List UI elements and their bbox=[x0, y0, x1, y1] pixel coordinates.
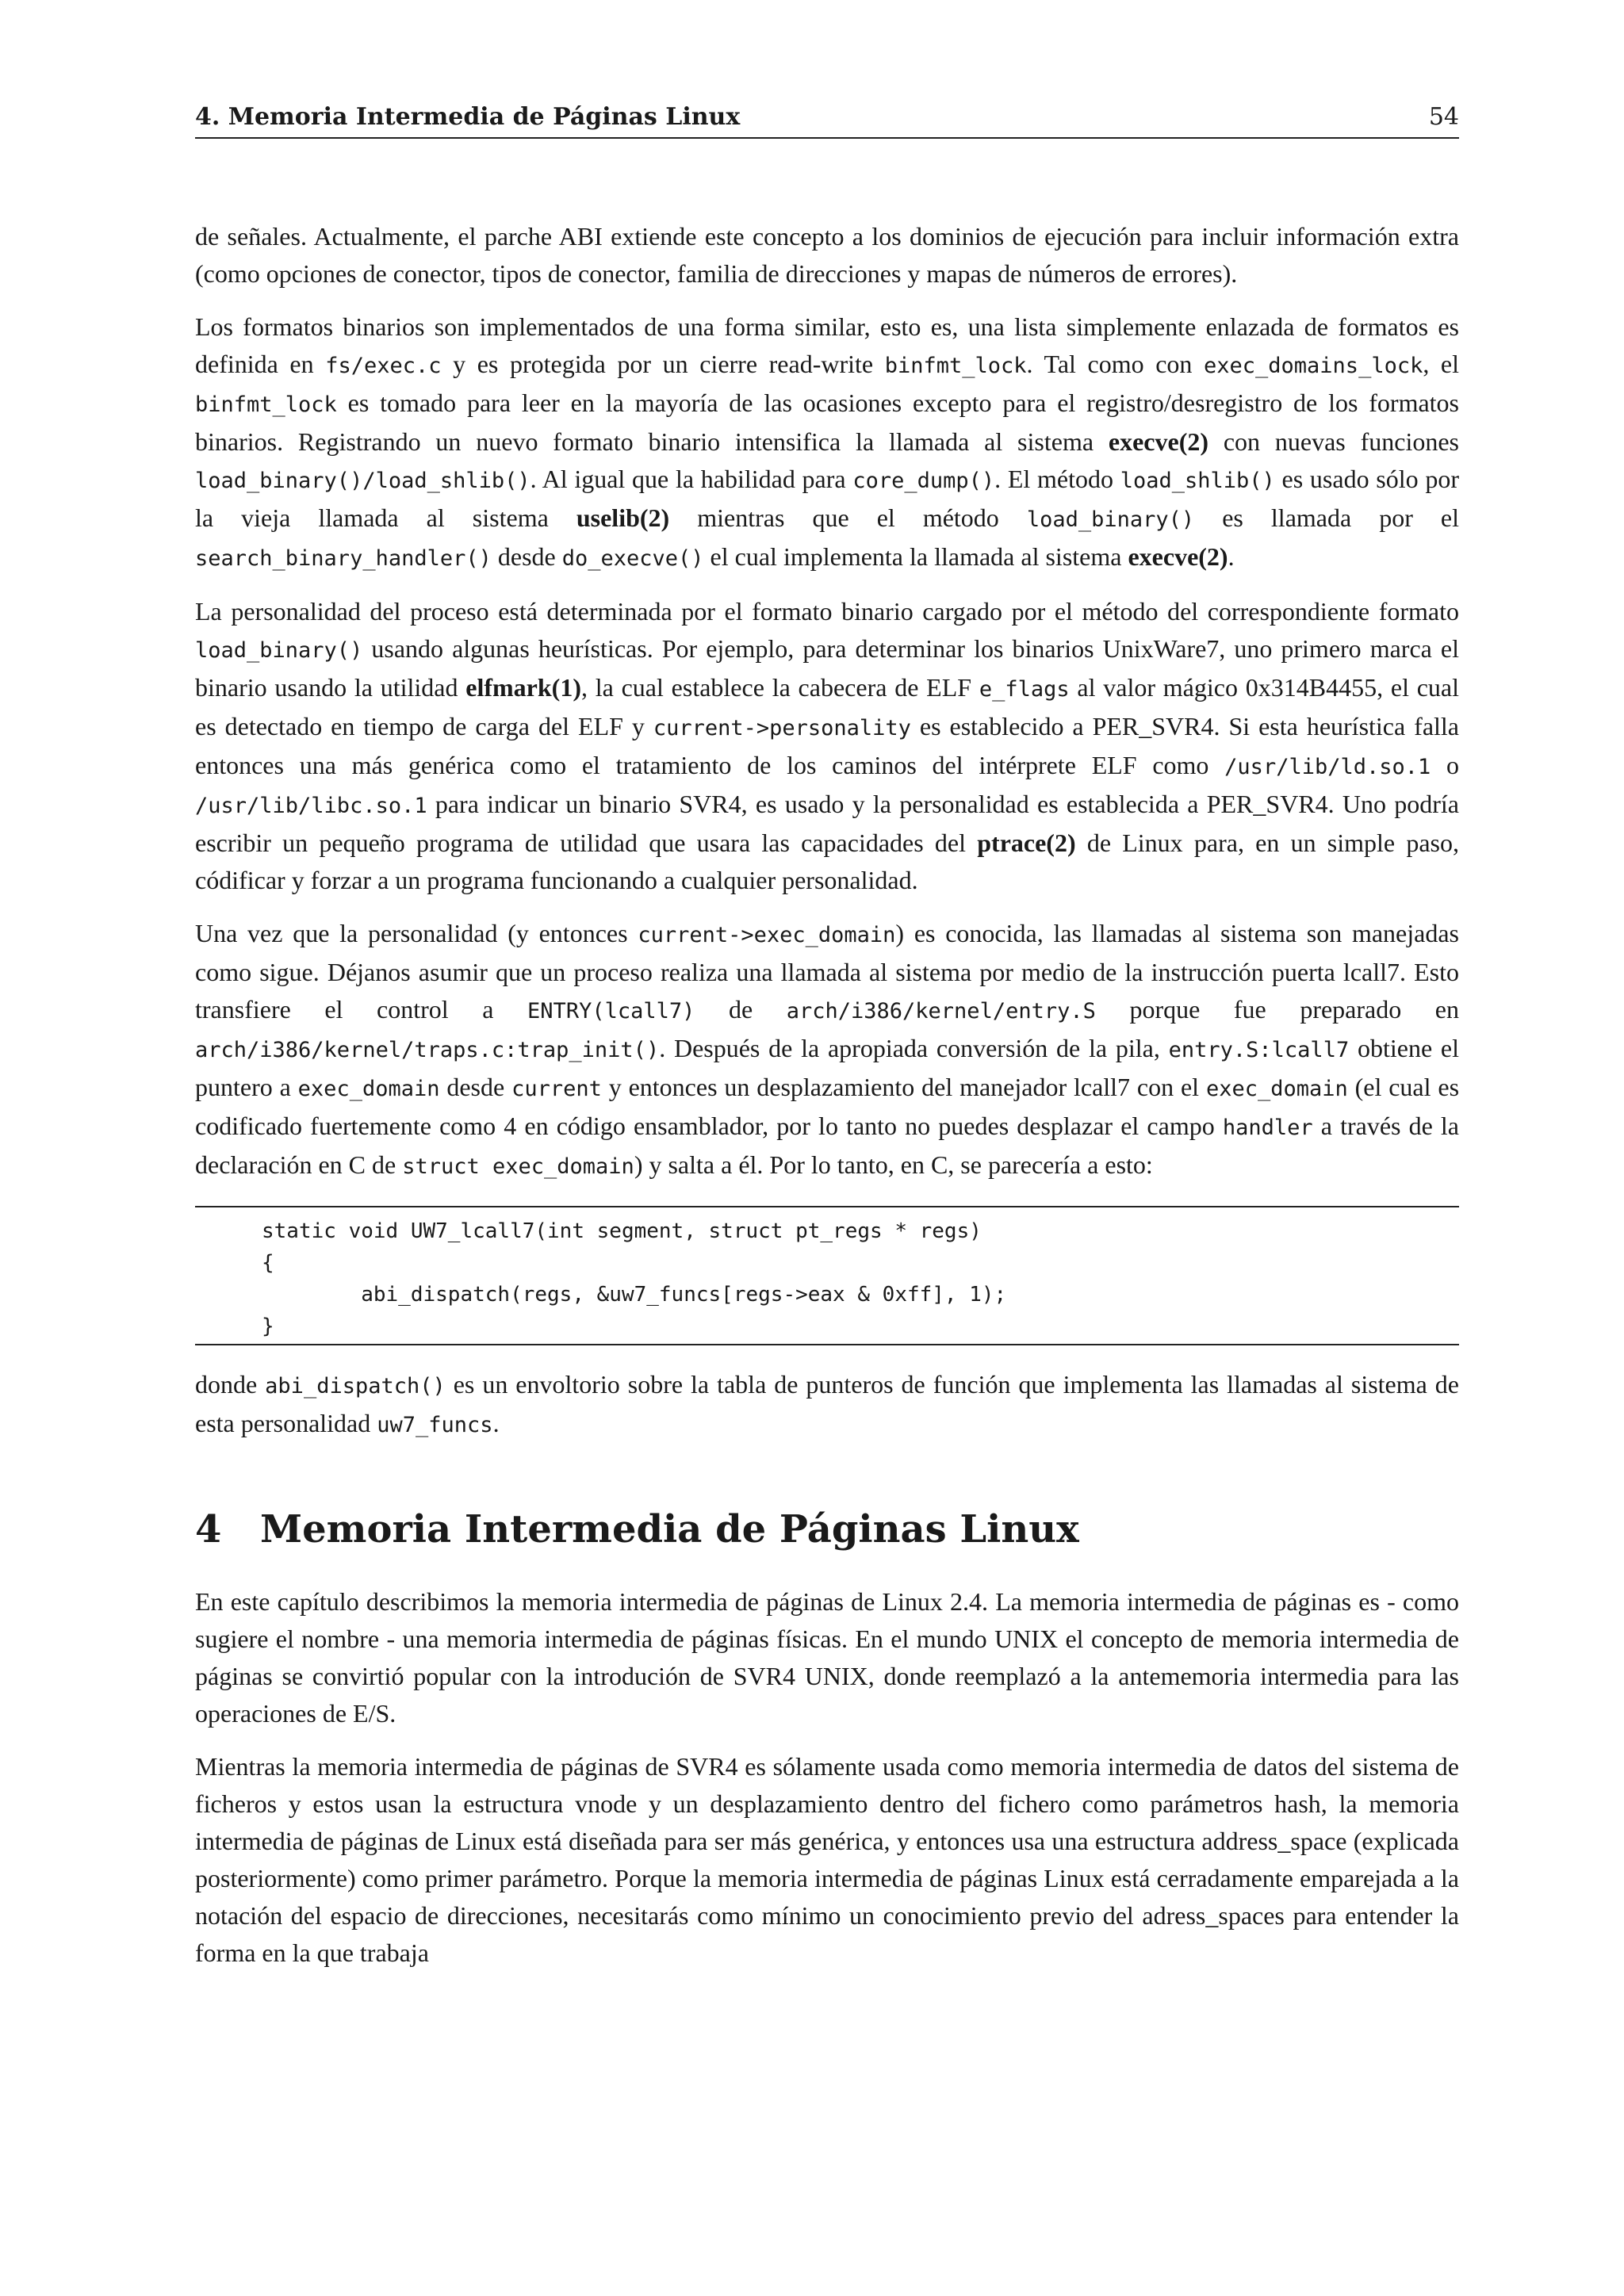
text-run: es usado sólo por la vieja llamada al sistema bbox=[195, 465, 1460, 532]
inline-code: arch/i386/kernel/traps.c:trap_init() bbox=[195, 1038, 660, 1062]
text-run: o bbox=[1431, 751, 1460, 779]
paragraph-7 bbox=[195, 1748, 1459, 1972]
code-line: static void UW7_lcall7(int segment, struct pt_regs * regs) bbox=[262, 1219, 982, 1243]
text-run: al valor mágico 0x314B4455, el cual es detectado en tiempo de carga del ELF y bbox=[195, 673, 1460, 740]
text-run: (el cual es codificado fuertemente como 4 en código ensamblador, por lo tanto no puedes desplazar el campo bbox=[195, 1073, 1460, 1140]
inline-code: current bbox=[511, 1077, 602, 1101]
paragraph-1 bbox=[195, 218, 1459, 293]
text-run: es un envoltorio sobre la tabla de punteros de función que implementa las llamadas al sistema de esta personalidad bbox=[195, 1370, 1460, 1437]
text-run: para indicar un binario SVR4, es usado y la personalidad es establecida a PER_SVR4. Uno podría escribir un pequeño programa de utilidad que usara las capacidades del bbox=[195, 790, 1459, 857]
text-run: . bbox=[492, 1409, 500, 1437]
text-run: y es protegida por un cierre read-write bbox=[441, 350, 885, 378]
text-run: el cual implementa la llamada al sistema bbox=[703, 542, 1128, 571]
code-line: } bbox=[262, 1314, 274, 1338]
text-run: Mientras la memoria intermedia de páginas de SVR4 es sólamente usada como memoria intermedia de datos del sistema de ficheros y estos usan la estructura vnode y un desplazamiento dentro del fichero como parámetros hash, la memoria intermedia de páginas de Linux está diseñada para ser más genérica, y entonces usa una estructura address_space (explicada posteriormente) como primer parámetro. Porque la memoria intermedia de páginas Linux está cerradamente emparejada a la notación del espacio de direcciones, necesitarás como mínimo un conocimiento previo del adress_spaces para entender la forma en la que trabaja bbox=[195, 1752, 1459, 1967]
inline-code: uw7_funcs bbox=[377, 1413, 493, 1437]
document-page bbox=[195, 103, 1459, 1988]
syscall-ref: ptrace(2) bbox=[977, 828, 1076, 857]
inline-code: core_dump() bbox=[852, 469, 995, 493]
text-run: Una vez que la personalidad (y entonces bbox=[195, 919, 638, 947]
inline-code: arch/i386/kernel/entry.S bbox=[786, 999, 1096, 1024]
text-run: En este capítulo describimos la memoria intermedia de páginas de Linux 2.4. La memoria intermedia de páginas es - como sugiere el nombre - una memoria intermedia de páginas físicas. En el mundo UNIX el concepto de memoria intermedia de páginas se convirtió popular con la introdución de SVR4 UNIX, donde reemplazó a la antememoria intermedia para las operaciones de E/S. bbox=[195, 1587, 1459, 1728]
inline-code: struct exec_domain bbox=[402, 1154, 634, 1179]
section-heading bbox=[195, 1507, 1459, 1552]
inline-code: load_binary() bbox=[1026, 507, 1195, 532]
text-run: ) es conocida, las llamadas al sistema son manejadas como sigue. Déjanos asumir que un proceso realiza una llamada al sistema por medio de la instrucción puerta lcall7. Esto transfiere el control a bbox=[195, 919, 1460, 1024]
body-text bbox=[195, 218, 1459, 1972]
inline-code: load_binary()/load_shlib() bbox=[195, 469, 530, 493]
inline-code: abi_dispatch() bbox=[265, 1374, 446, 1399]
text-run: es establecido a PER_SVR4. Si esta heurística falla entonces una más genérica como el tratamiento de los caminos del intérprete ELF como bbox=[195, 712, 1460, 779]
code-listing bbox=[195, 1206, 1459, 1345]
syscall-ref: uselib(2) bbox=[576, 503, 670, 532]
text-run: La personalidad del proceso está determinada por el formato binario cargado por el método del correspondiente formato bbox=[195, 597, 1459, 626]
text-run: de Linux para, en un simple paso, códificar y forzar a un programa funcionando a cualquier personalidad. bbox=[195, 828, 1460, 894]
text-run: . Tal como con bbox=[1026, 350, 1204, 378]
text-run: donde bbox=[195, 1370, 266, 1399]
running-header bbox=[195, 103, 1459, 139]
inline-code: load_shlib() bbox=[1120, 469, 1275, 493]
inline-code: handler bbox=[1222, 1115, 1313, 1140]
text-run: con nuevas funciones bbox=[1208, 427, 1460, 456]
inline-code: fs/exec.c bbox=[325, 354, 442, 378]
syscall-ref: execve(2) bbox=[1128, 542, 1228, 571]
paragraph-2 bbox=[195, 308, 1459, 577]
inline-code: exec_domain bbox=[297, 1077, 440, 1101]
code-line: abi_dispatch(regs, &uw7_funcs[regs->eax & 0xff], 1); bbox=[262, 1283, 1007, 1307]
inline-code: binfmt_lock bbox=[884, 354, 1027, 378]
inline-code: load_binary() bbox=[195, 638, 363, 663]
text-run: Los formatos binarios son implementados de una forma similar, esto es, una lista simplemente enlazada de formatos es definida en bbox=[195, 312, 1459, 378]
text-run: . bbox=[1228, 542, 1235, 571]
syscall-ref: execve(2) bbox=[1108, 427, 1209, 456]
page-number: 54 bbox=[1428, 103, 1459, 131]
text-run: y entonces un desplazamiento del manejador lcall7 con el bbox=[601, 1073, 1206, 1101]
text-run: es tomado para leer en la mayoría de las ocasiones excepto para el registro/desregistro de los formatos binarios. Registrando un nuevo formato binario intensifica la llamada al sistema bbox=[195, 388, 1459, 456]
text-run: desde bbox=[439, 1073, 512, 1101]
paragraph-6 bbox=[195, 1583, 1459, 1732]
inline-code: /usr/lib/ld.so.1 bbox=[1224, 755, 1431, 779]
text-run: usando algunas heurísticas. Por ejemplo, para determinar los binarios UnixWare7, uno primero marca el binario usando la utilidad bbox=[195, 634, 1459, 702]
inline-code: exec_domain bbox=[1205, 1077, 1348, 1101]
text-run: , la cual establece la cabecera de ELF bbox=[580, 673, 979, 702]
text-run: mientras que el método bbox=[669, 503, 1027, 532]
inline-code: search_binary_handler() bbox=[195, 546, 492, 571]
paragraph-4 bbox=[195, 915, 1459, 1185]
inline-code: exec_domains_lock bbox=[1204, 354, 1423, 378]
inline-code: e_flags bbox=[979, 677, 1070, 702]
inline-code: ENTRY(lcall7) bbox=[527, 999, 695, 1024]
text-run: . El método bbox=[994, 465, 1120, 493]
inline-code: /usr/lib/libc.so.1 bbox=[195, 794, 427, 818]
inline-code: current->personality bbox=[653, 716, 911, 740]
text-run: ) y salta a él. Por lo tanto, en C, se parecería a esto: bbox=[634, 1150, 1153, 1179]
section-title: Memoria Intermedia de Páginas Linux bbox=[260, 1507, 1079, 1552]
inline-code: do_execve() bbox=[561, 546, 704, 571]
paragraph-5 bbox=[195, 1366, 1459, 1444]
text-run: es llamada por el bbox=[1194, 503, 1460, 532]
text-run: de señales. Actualmente, el parche ABI extiende este concepto a los dominios de ejecución para incluir información extra (como opciones de conector, tipos de conector, familia de direcciones y mapas de números de errores). bbox=[195, 222, 1459, 288]
text-run: obtiene el puntero a bbox=[195, 1034, 1460, 1101]
text-run: a través de la declaración en C de bbox=[195, 1112, 1460, 1179]
paragraph-3 bbox=[195, 593, 1459, 899]
text-run: , el bbox=[1423, 350, 1460, 378]
text-run: de bbox=[695, 995, 787, 1024]
text-run: . Después de la apropiada conversión de la pila, bbox=[659, 1034, 1169, 1062]
inline-code: current->exec_domain bbox=[638, 923, 896, 947]
text-run: . Al igual que la habilidad para bbox=[530, 465, 853, 493]
section-number: 4 bbox=[195, 1507, 222, 1552]
text-run: desde bbox=[491, 542, 562, 571]
running-header-title: 4. Memoria Intermedia de Páginas Linux bbox=[195, 103, 741, 131]
text-run: porque fue preparado en bbox=[1095, 995, 1460, 1024]
syscall-ref: elfmark(1) bbox=[465, 673, 581, 702]
inline-code: binfmt_lock bbox=[195, 392, 337, 417]
code-line: { bbox=[262, 1251, 274, 1275]
inline-code: entry.S:lcall7 bbox=[1168, 1038, 1350, 1062]
